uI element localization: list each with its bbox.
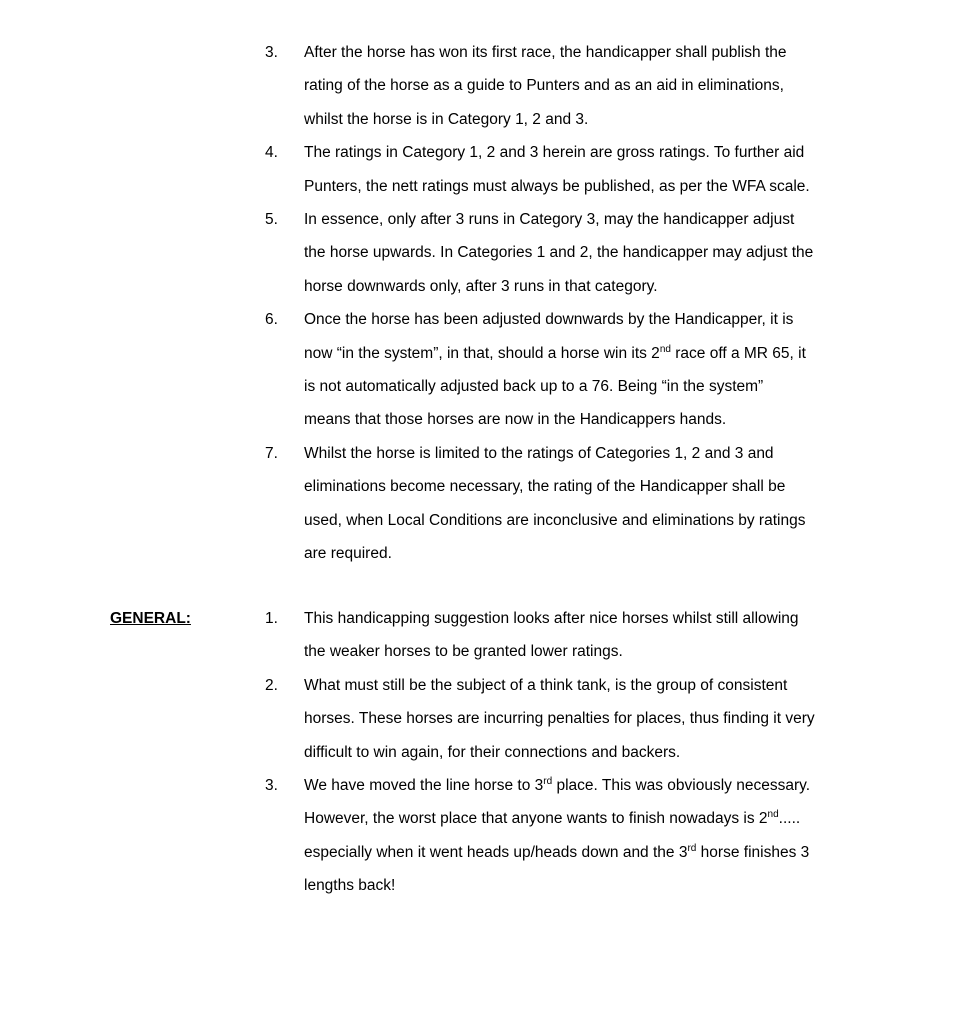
list-item	[265, 602, 865, 669]
list-item	[265, 136, 865, 203]
list-item-number: 3.	[265, 44, 278, 61]
list-item-number: 5.	[265, 211, 278, 229]
list-item-text: Whilst the horse is limited to the ratings of Categories 1, 2 and 3 and eliminations become necessary, the rating of the Handicapper shall be used, when Local Conditions are inconclusive and eliminations by ratings are required.	[304, 444, 806, 563]
list-item	[265, 437, 865, 571]
list-item-text: What must still be the subject of a think tank, is the group of consistent horses. These horses are incurring penalties for places, thus finding it very difficult to win again, for their connections and backers.	[304, 676, 815, 761]
list-item-number: 3.	[265, 777, 278, 795]
list-item-text: Once the horse has been adjusted downwards by the Handicapper, it is now “in the system”, in that, should a horse win its 2nd race off a MR 65, it is not automatically adjusted back up to a 76. Being “in the system” means that those horses are now in the Handicappers hands.	[304, 311, 806, 429]
list-item-text: This handicapping suggestion looks after nice horses whilst still allowing the weaker horses to be granted lower ratings.	[304, 610, 799, 661]
list-item-number: 7.	[265, 444, 278, 462]
category-rules-list	[265, 36, 865, 571]
list-item-number: 2.	[265, 676, 278, 694]
list-item	[265, 769, 865, 903]
list-item-text: In essence, only after 3 runs in Category 3, may the handicapper adjust the horse upwards. In Categories 1 and 2, the handicapper may adjust the horse downwards only, after 3 runs in that category.	[304, 211, 814, 295]
list-item	[265, 669, 865, 769]
list-item-number: 4.	[265, 144, 278, 162]
list-item	[265, 203, 865, 303]
list-item-text: The ratings in Category 1, 2 and 3 herein are gross ratings. To further aid Punters, the nett ratings must always be published, as per the WFA scale.	[304, 144, 810, 195]
general-heading: GENERAL:	[110, 610, 191, 627]
list-item	[265, 36, 865, 136]
list-item	[265, 303, 865, 437]
list-item-number: 1.	[265, 610, 278, 627]
general-list	[265, 602, 865, 903]
list-item-text: After the horse has won its first race, the handicapper shall publish the rating of the horse as a guide to Punters and as an aid in eliminations, whilst the horse is in Category 1, 2 and 3.	[304, 44, 787, 128]
list-item-number: 6.	[265, 311, 278, 329]
list-item-text: We have moved the line horse to 3rd place. This was obviously necessary. However, the worst place that anyone wants to finish nowadays is 2nd..... especially when it went heads up/heads down and the 3rd horse finishes 3 lengths back!	[304, 776, 811, 895]
